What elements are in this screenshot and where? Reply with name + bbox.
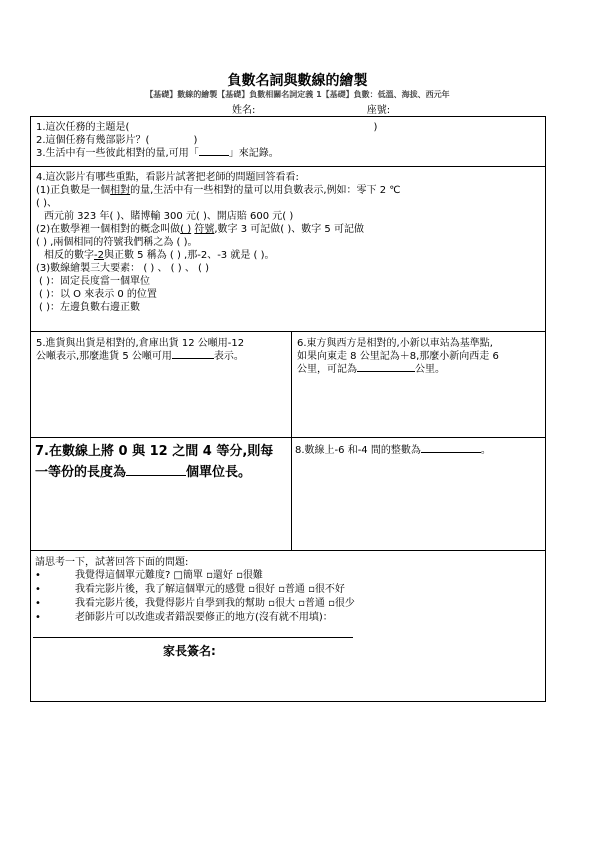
note-1: (1)正負數是一個相對的量,生活中有一些相對的量可以用負數表示,例如：零下 2 ℃ <box>36 185 401 196</box>
note-3-item-2: ( )：以 O 來表示 0 的位置 <box>39 289 157 300</box>
note-3-item-3: ( )：左邊負數右邊正數 <box>39 302 140 313</box>
note-3: (3)數線繪製三大要素： ( ) 、 ( ) 、 ( ) <box>36 263 210 274</box>
note-1-examples: 西元前 323 年( )、賭博輸 300 元( )、開店賠 600 元( ) <box>44 211 294 222</box>
worksheet-title: 負數名詞與數線的繪製 <box>227 73 368 89</box>
name-seat-row <box>232 101 390 116</box>
question-6-cell: 6.東方與西方是相對的,小新以車站為基準點, 如果向東走 8 公里記為＋8,那麼小新向西走 6 公里，可記為 公里。 <box>291 331 546 438</box>
reflection-section <box>30 550 546 702</box>
feedback-answer-line <box>33 637 353 638</box>
question-8-cell: 8.數線上-6 和-4 間的整數為 。 <box>291 437 546 551</box>
reflection-question-3: • 我看完影片後，我覺得影片自學到我的幫助 ▫很大 ▫普通 ▫很少 <box>35 598 355 609</box>
reflection-question-4: • 老師影片可以改進或者錯誤要修正的地方(沒有就不用填)： <box>35 612 333 623</box>
note-2-cont: ( ) ,兩個相同的符號我們稱之為 ( )。 <box>36 237 198 248</box>
question-1: 1.這次任務的主題是( ) <box>36 122 378 133</box>
video-notes-section <box>30 166 546 332</box>
reflection-intro: 請思考一下，試著回答下面的問題: <box>35 557 189 568</box>
note-2: (2)在數學裡一個相對的概念叫做( ) 符號,數字 3 可記做( )、數字 5 可記做 <box>36 224 364 235</box>
question-2: 2.這個任務有幾部影片？( ) <box>36 135 198 146</box>
task-section <box>30 116 546 167</box>
reflection-question-2: • 我看完影片後，我了解這個單元的感覺 ▫很好 ▫普通 ▫很不好 <box>35 584 345 595</box>
worksheet-subtitle: 【基礎】數線的繪製【基礎】負數相關名詞定義 1【基礎】負數：低溫、海拔、西元年 <box>145 90 450 99</box>
question-5-cell: 5.進貨與出貨是相對的,倉庫出貨 12 公噸用-12 公噸表示,那麼進貨 5 公噸可用 表示。 <box>30 331 292 438</box>
parent-signature-label: 家長簽名: <box>163 644 216 658</box>
note-2-opposites: 相反的數字-2與正數 5 稱為 ( ) ,那-2、-3 就是 ( )。 <box>44 250 275 261</box>
name-label: 姓名: <box>232 105 256 116</box>
note-1-cont: ( )、 <box>36 198 57 209</box>
question-3: 3.生活中有一些彼此相對的量,可用「 」來記錄。 <box>36 148 279 159</box>
note-3-item-1: ( )：固定長度當一個單位 <box>39 276 150 287</box>
notes-intro: 4.這次影片有哪些重點，看影片試著把老師的問題回答看看: <box>36 172 299 183</box>
seat-label: 座號: <box>366 105 391 116</box>
reflection-question-1: • 我覺得這個單元難度? □簡單 ▫還好 ▫很難 <box>35 570 263 581</box>
question-7-cell: 7.在數線上將 0 與 12 之間 4 等分,則每 一等份的長度為 個單位長。 <box>30 437 292 551</box>
